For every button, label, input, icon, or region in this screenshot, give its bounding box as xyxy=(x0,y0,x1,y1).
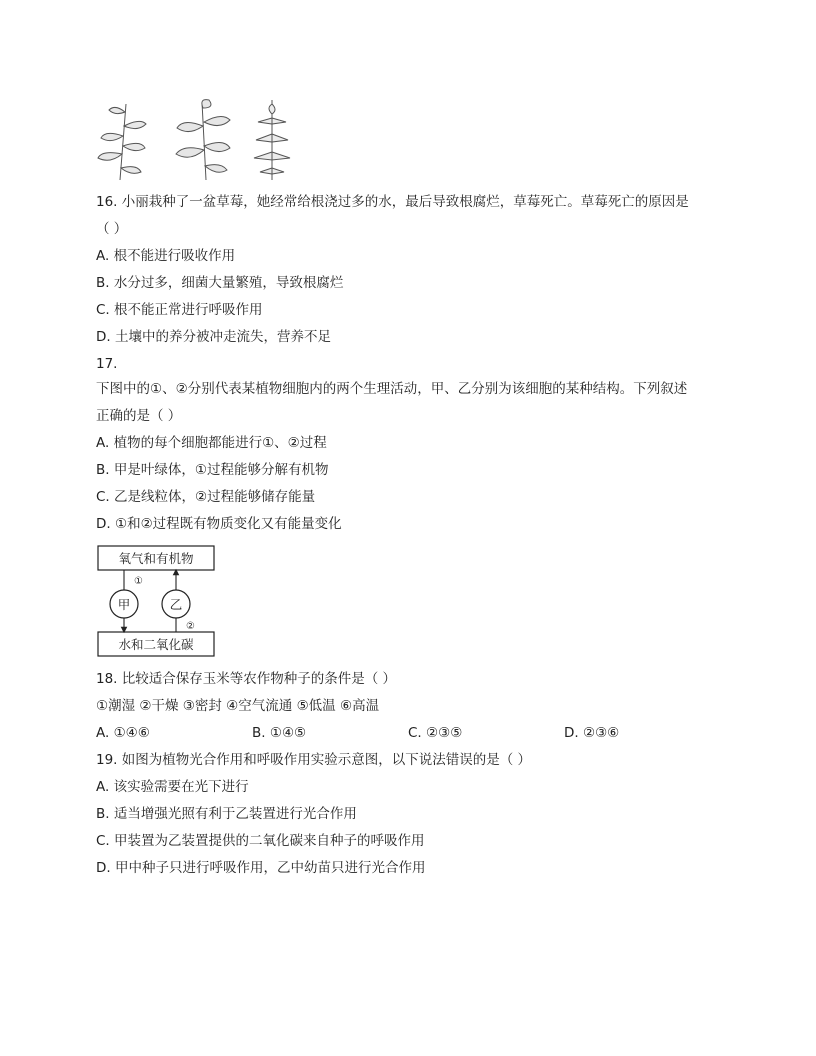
q17-option-a: A. 植物的每个细胞都能进行①、②过程 xyxy=(96,435,327,451)
q19-stem: 19. 如图为植物光合作用和呼吸作用实验示意图，以下说法错误的是（ ） xyxy=(96,752,532,768)
cell-process-diagram xyxy=(96,544,226,658)
q18-option-b: B. ①④⑤ xyxy=(252,725,307,741)
plant-illustrations xyxy=(96,96,316,182)
q19-option-c: C. 甲装置为乙装置提供的二氧化碳来自种子的呼吸作用 xyxy=(96,833,425,849)
q16-option-c: C. 根不能正常进行呼吸作用 xyxy=(96,302,263,318)
q18-option-c: C. ②③⑤ xyxy=(408,725,463,741)
q16-option-d: D. 土壤中的养分被冲走流失，营养不足 xyxy=(96,329,331,345)
q16-stem: 16. 小丽栽种了一盆草莓，她经常给根浇过多的水，最后导致根腐烂，草莓死亡。草莓死亡的原因是 xyxy=(96,194,689,210)
q16-option-b: B. 水分过多，细菌大量繁殖，导致根腐烂 xyxy=(96,275,344,291)
q19-option-b: B. 适当增强光照有利于乙装置进行光合作用 xyxy=(96,806,357,822)
q18-stem: 18. 比较适合保存玉米等农作物种子的条件是（ ） xyxy=(96,671,397,687)
q17-stem-line2: 正确的是（ ） xyxy=(96,408,182,424)
q18-option-a: A. ①④⑥ xyxy=(96,725,150,741)
q16-option-a: A. 根不能进行吸收作用 xyxy=(96,248,236,264)
q19-option-d: D. 甲中种子只进行呼吸作用，乙中幼苗只进行光合作用 xyxy=(96,860,426,876)
q17-stem-line1: 下图中的①、②分别代表某植物细胞内的两个生理活动，甲、乙分别为该细胞的某种结构。下列叙述 xyxy=(96,381,688,397)
plant-sketch-1 xyxy=(98,104,146,180)
q17-option-c: C. 乙是线粒体，②过程能够储存能量 xyxy=(96,489,316,505)
diagram-bottom-box-label: 水和二氧化碳 xyxy=(118,637,194,652)
q16-answer-paren: （ ） xyxy=(96,221,128,237)
diagram-top-box-label: 氧气和有机物 xyxy=(118,551,194,566)
q17-option-d: D. ①和②过程既有物质变化又有能量变化 xyxy=(96,516,342,532)
q18-option-d: D. ②③⑥ xyxy=(564,725,620,741)
diagram-mark-2: ② xyxy=(186,621,195,632)
diagram-left-circle-label: 甲 xyxy=(117,597,131,612)
q17-number: 17. xyxy=(96,356,118,372)
diagram-right-circle-label: 乙 xyxy=(169,597,183,612)
diagram-mark-1: ① xyxy=(134,576,143,587)
q19-option-a: A. 该实验需要在光下进行 xyxy=(96,779,249,795)
plant-sketch-2 xyxy=(176,100,230,180)
q17-option-b: B. 甲是叶绿体，①过程能够分解有机物 xyxy=(96,462,329,478)
plant-sketch-3 xyxy=(254,100,290,180)
q18-conditions: ①潮湿 ②干燥 ③密封 ④空气流通 ⑤低温 ⑥高温 xyxy=(96,698,380,714)
